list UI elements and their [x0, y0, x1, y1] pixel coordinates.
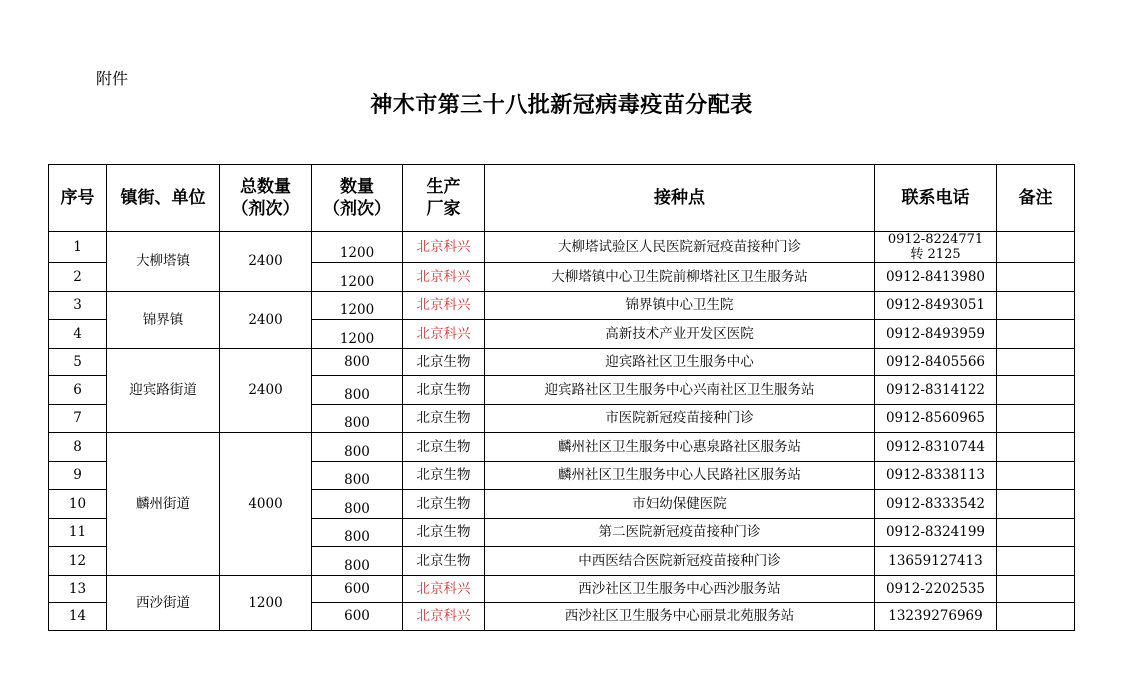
seq-cell: 1 [49, 232, 107, 263]
site-cell: 迎宾路社区卫生服务中心兴南社区卫生服务站 [485, 376, 875, 405]
table-row [49, 575, 1075, 603]
maker-cell: 北京生物 [403, 433, 485, 462]
qty-cell: 1200 [312, 320, 403, 349]
site-cell: 西沙社区卫生服务中心丽景北苑服务站 [485, 603, 875, 631]
header-qty: 数量 （剂次） [312, 165, 403, 232]
maker-cell: 北京生物 [403, 404, 485, 433]
site-cell: 大柳塔镇中心卫生院前柳塔社区卫生服务站 [485, 263, 875, 292]
note-cell [997, 575, 1075, 603]
maker-cell: 北京科兴 [403, 232, 485, 263]
maker-cell: 北京科兴 [403, 320, 485, 349]
qty-cell: 1200 [312, 263, 403, 292]
total-cell: 1200 [220, 575, 312, 630]
seq-cell: 11 [49, 518, 107, 547]
seq-cell: 7 [49, 404, 107, 433]
page-title: 神木市第三十八批新冠病毒疫苗分配表 [370, 92, 753, 118]
header-site: 接种点 [485, 165, 875, 232]
header-maker: 生产 厂家 [403, 165, 485, 232]
note-cell [997, 490, 1075, 519]
maker-cell: 北京科兴 [403, 575, 485, 603]
maker-cell: 北京科兴 [403, 263, 485, 292]
note-cell [997, 263, 1075, 292]
site-cell: 市医院新冠疫苗接种门诊 [485, 404, 875, 433]
note-cell [997, 232, 1075, 263]
table-row [49, 232, 1075, 263]
qty-cell: 800 [312, 547, 403, 576]
header-row [49, 165, 1075, 232]
total-cell: 4000 [220, 433, 312, 576]
header-note: 备注 [997, 165, 1075, 232]
phone-cell: 0912-8493051 [875, 291, 997, 320]
note-cell [997, 461, 1075, 490]
unit-cell: 西沙街道 [107, 575, 220, 630]
note-cell [997, 376, 1075, 405]
seq-cell: 8 [49, 433, 107, 462]
seq-cell: 9 [49, 461, 107, 490]
note-cell [997, 404, 1075, 433]
note-cell [997, 348, 1075, 376]
seq-cell: 5 [49, 348, 107, 376]
seq-cell: 4 [49, 320, 107, 349]
site-cell: 麟州社区卫生服务中心惠泉路社区服务站 [485, 433, 875, 462]
site-cell: 迎宾路社区卫生服务中心 [485, 348, 875, 376]
seq-cell: 14 [49, 603, 107, 631]
vaccine-allocation-table [48, 164, 1075, 631]
phone-cell: 0912-8405566 [875, 348, 997, 376]
maker-cell: 北京生物 [403, 376, 485, 405]
site-cell: 大柳塔试验区人民医院新冠疫苗接种门诊 [485, 232, 875, 263]
site-cell: 锦界镇中心卫生院 [485, 291, 875, 320]
total-cell: 2400 [220, 291, 312, 348]
seq-cell: 10 [49, 490, 107, 519]
qty-cell: 1200 [312, 232, 403, 263]
header-total: 总数量 （剂次） [220, 165, 312, 232]
maker-cell: 北京生物 [403, 348, 485, 376]
phone-cell: 0912-8333542 [875, 490, 997, 519]
maker-cell: 北京生物 [403, 547, 485, 576]
maker-cell: 北京科兴 [403, 291, 485, 320]
phone-cell: 0912-8338113 [875, 461, 997, 490]
qty-cell: 800 [312, 433, 403, 462]
site-cell: 麟州社区卫生服务中心人民路社区服务站 [485, 461, 875, 490]
table-row [49, 348, 1075, 376]
phone-cell: 13659127413 [875, 547, 997, 576]
note-cell [997, 603, 1075, 631]
qty-cell: 600 [312, 575, 403, 603]
seq-cell: 13 [49, 575, 107, 603]
total-cell: 2400 [220, 348, 312, 433]
maker-cell: 北京科兴 [403, 603, 485, 631]
phone-cell: 0912-8310744 [875, 433, 997, 462]
phone-cell: 0912-8324199 [875, 518, 997, 547]
unit-cell: 迎宾路街道 [107, 348, 220, 433]
phone-cell: 0912-8314122 [875, 376, 997, 405]
phone-cell: 0912-8560965 [875, 404, 997, 433]
header-unit: 镇街、单位 [107, 165, 220, 232]
maker-cell: 北京生物 [403, 518, 485, 547]
phone-cell: 0912-8493959 [875, 320, 997, 349]
maker-cell: 北京生物 [403, 490, 485, 519]
seq-cell: 6 [49, 376, 107, 405]
note-cell [997, 291, 1075, 320]
table-row [49, 291, 1075, 320]
note-cell [997, 547, 1075, 576]
qty-cell: 800 [312, 461, 403, 490]
site-cell: 西沙社区卫生服务中心西沙服务站 [485, 575, 875, 603]
header-seq: 序号 [49, 165, 107, 232]
qty-cell: 800 [312, 404, 403, 433]
qty-cell: 800 [312, 376, 403, 405]
header-phone: 联系电话 [875, 165, 997, 232]
note-cell [997, 518, 1075, 547]
seq-cell: 3 [49, 291, 107, 320]
table-row [49, 433, 1075, 462]
phone-cell: 0912-2202535 [875, 575, 997, 603]
note-cell [997, 320, 1075, 349]
qty-cell: 800 [312, 348, 403, 376]
phone-cell: 0912-8224771 转 2125 [875, 232, 997, 263]
note-cell [997, 433, 1075, 462]
unit-cell: 锦界镇 [107, 291, 220, 348]
qty-cell: 600 [312, 603, 403, 631]
maker-cell: 北京生物 [403, 461, 485, 490]
total-cell: 2400 [220, 232, 312, 292]
site-cell: 市妇幼保健医院 [485, 490, 875, 519]
attachment-label: 附件 [96, 69, 129, 88]
site-cell: 中西医结合医院新冠疫苗接种门诊 [485, 547, 875, 576]
qty-cell: 1200 [312, 291, 403, 320]
unit-cell: 大柳塔镇 [107, 232, 220, 292]
site-cell: 高新技术产业开发区医院 [485, 320, 875, 349]
phone-cell: 0912-8413980 [875, 263, 997, 292]
seq-cell: 12 [49, 547, 107, 576]
seq-cell: 2 [49, 263, 107, 292]
phone-cell: 13239276969 [875, 603, 997, 631]
unit-cell: 麟州街道 [107, 433, 220, 576]
qty-cell: 800 [312, 490, 403, 519]
site-cell: 第二医院新冠疫苗接种门诊 [485, 518, 875, 547]
qty-cell: 800 [312, 518, 403, 547]
